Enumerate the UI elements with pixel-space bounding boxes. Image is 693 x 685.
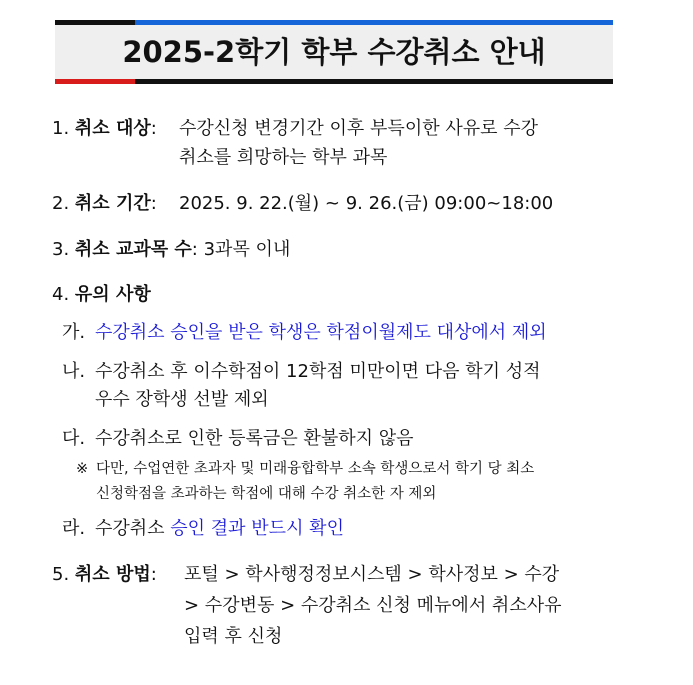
note-remark-text-1: 다만, 수업연한 초과자 및 미래융합학부 소속 학생으로서 학기 당 최소 [96,461,535,477]
item-label: 취소 교과목 수 [74,239,192,260]
item-target-text-2: 취소를 희망하는 학부 과목 [179,147,388,168]
item-target-text-1: 수강신청 변경기간 이후 부득이한 사유로 수강 [179,118,538,139]
item-label: 취소 기간 [74,193,151,214]
item-number: 1. [52,118,70,139]
note-da-marker: 다. [62,428,86,449]
item-count-text: 3과목 이내 [203,239,291,260]
item-period [52,191,157,217]
item-count [52,237,290,263]
title-banner [55,20,613,84]
item-colon: : [150,564,157,585]
note-remark-text-2: 신청학점을 초과하는 학점에 대해 수강 취소한 자 제외 [96,486,437,502]
note-na-text-1: 수강취소 후 이수학점이 12학점 미만이면 다음 학기 성적 [95,361,541,382]
page-title: 2025-2학기 학부 수강취소 안내 [122,35,546,69]
item-label: 유의 사항 [74,284,151,305]
item-number: 4. [52,284,70,305]
item-colon: : [150,118,157,139]
item-method-text-2: > 수강변동 > 수강취소 신청 메뉴에서 취소사유 [184,595,562,616]
note-na-marker: 나. [62,361,86,382]
item-label: 취소 대상 [74,118,151,139]
note-ga-marker: 가. [62,322,86,343]
title-bar-bottom-black [135,79,613,84]
item-method-text-3: 입력 후 신청 [184,626,283,647]
item-colon: : [191,239,198,260]
item-period-text: 2025. 9. 22.(월) ~ 9. 26.(금) 09:00~18:00 [179,193,554,214]
item-notes [52,282,151,308]
title-bar-bottom-red [55,79,135,84]
note-ra [95,516,344,542]
item-label: 취소 방법 [74,564,151,585]
item-number: 5. [52,564,70,585]
note-ra-highlight: 승인 결과 반드시 확인 [170,518,344,539]
note-ra-marker: 라. [62,518,86,539]
item-method-text-1: 포털 > 학사행정정보시스템 > 학사정보 > 수강 [184,564,560,585]
item-target [52,116,157,142]
note-da-text: 수강취소로 인한 등록금은 환불하지 않음 [95,428,414,449]
item-number: 3. [52,239,70,260]
item-number: 2. [52,193,70,214]
note-ga-text: 수강취소 승인을 받은 학생은 학점이월제도 대상에서 제외 [95,322,547,343]
note-na-text-2: 우수 장학생 선발 제외 [95,389,269,410]
item-method [52,562,157,588]
note-ra-text: 수강취소 [95,518,165,539]
note-remark-marker: ※ [76,461,89,477]
item-colon: : [150,193,157,214]
